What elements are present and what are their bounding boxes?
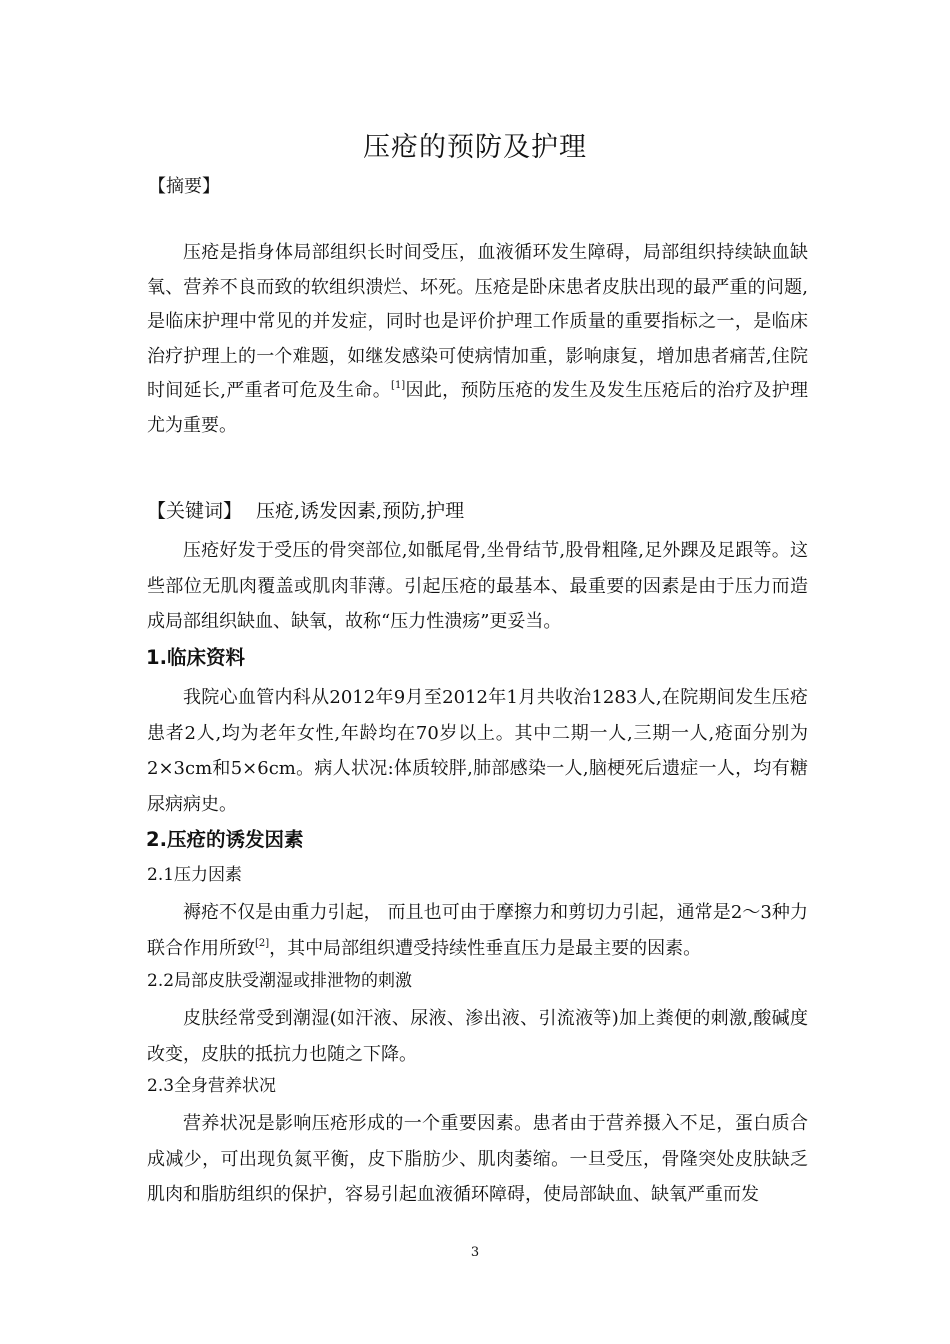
subsection-2-1-text-continued: ，其中局部组织遭受持续性垂直压力是最主要的因素。 — [269, 937, 702, 959]
document-title: 压疮的预防及护理 — [363, 132, 587, 163]
subsection-2-2-paragraph: 皮肤经常受到潮湿(如汗液、尿液、渗出液、引流液等)加上粪便的刺激,酸碱度改变，皮肤的抵抗力也随之下降。 — [147, 1008, 808, 1065]
subsection-2-1-paragraph — [147, 895, 808, 966]
keywords-label: 【关键词】 — [147, 500, 243, 522]
subsection-2-3-heading: 2.3全身营养状况 — [147, 1076, 277, 1096]
abstract-label: 【摘要】 — [148, 176, 220, 197]
citation-1[interactable]: [1] — [391, 380, 406, 392]
keywords-line — [147, 497, 464, 525]
abstract-text: 压疮是指身体局部组织长时间受压，血液循环发生障碍，局部组织持续缺血缺氧、营养不良而致的软组织溃烂、坏死。压疮是卧床患者皮肤出现的最严重的问题,是临床护理中常见的并发症，同时也是评价护理工作质量的重要指标之一，是临床治疗护理上的一个难题，如继发感染可使病情加重，影响康复，增加患者痛苦,住院时间延长,严重者可危及生命。 — [147, 242, 808, 402]
abstract-text-continued: 因此，预防压疮的发生及发生压疮后的治疗及护理尤为重要。 — [147, 380, 808, 436]
subsection-2-2-heading: 2.2局部皮肤受潮湿或排泄物的刺激 — [147, 971, 413, 991]
citation-2[interactable]: [2] — [255, 937, 270, 949]
section-1-paragraph: 我院心血管内科从2012年9月至2012年1月共收治1283人,在院期间发生压疮患者2人,均为老年女性,年龄均在70岁以上。其中二期一人,三期一人,疮面分别为2×3cm和5×6cm。病人状况:体质较胖,肺部感染一人,脑梗死后遗症一人，均有糖尿病病史。 — [147, 687, 808, 815]
subsection-2-1-text: 褥疮不仅是由重力引起， 而且也可由于摩擦力和剪切力引起，通常是2～3种力联合作用所致 — [147, 902, 808, 959]
page-number: 3 — [470, 1245, 480, 1260]
subsection-2-1-heading: 2.1压力因素 — [147, 865, 243, 885]
section-1-heading: 1.临床资料 — [146, 646, 245, 669]
abstract-paragraph — [147, 236, 808, 444]
keywords-value: 压疮,诱发因素,预防,护理 — [256, 500, 465, 522]
section-2-heading: 2.压疮的诱发因素 — [146, 828, 304, 851]
subsection-2-3-paragraph: 营养状况是影响压疮形成的一个重要因素。患者由于营养摄入不足，蛋白质合成减少，可出现负氮平衡，皮下脂肪少、肌肉萎缩。一旦受压，骨隆突处皮肤缺乏肌肉和脂肪组织的保护，容易引起血液循环障碍，使局部缺血、缺氧严重而发 — [147, 1113, 808, 1205]
intro-paragraph: 压疮好发于受压的骨突部位,如骶尾骨,坐骨结节,股骨粗隆,足外踝及足跟等。这些部位无肌肉覆盖或肌肉菲薄。引起压疮的最基本、最重要的因素是由于压力而造成局部组织缺血、缺氧，故称“压力性溃疡”更妥当。 — [147, 540, 808, 632]
